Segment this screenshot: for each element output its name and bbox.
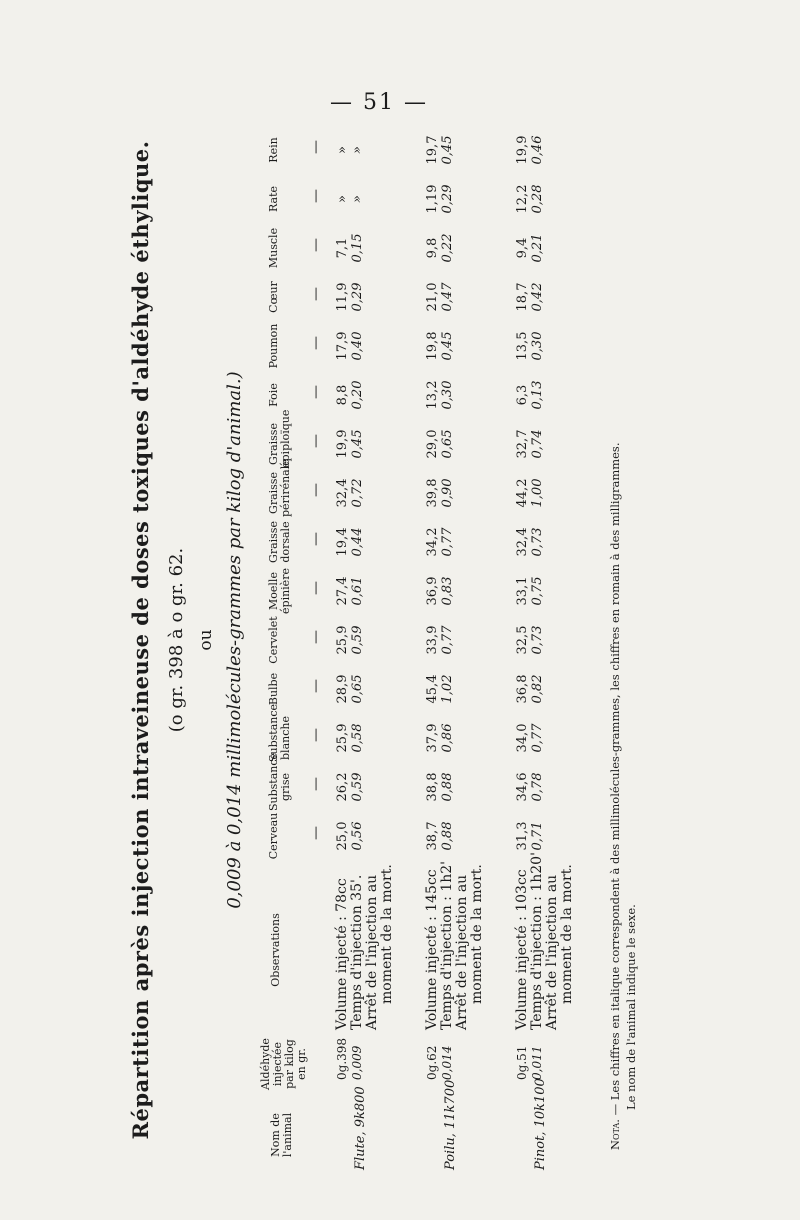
cell-millimolecules: 0,15 [350,233,365,263]
cell-milligrams: 19,8 [425,331,440,361]
table-cell [515,322,545,370]
cell-milligrams: 44,2 [515,478,530,508]
table-cell [515,714,545,762]
cell-millimolecules: 0,86 [440,723,455,753]
cell-milligrams: 25,9 [335,723,350,753]
cell-millimolecules: 0,65 [350,674,365,704]
table-cell [515,616,545,664]
table-cell [425,714,455,762]
observation-line: Temps d'injection 35'. [349,874,365,1030]
table-cell [335,665,365,713]
dose-line: 0,014 [440,1045,454,1080]
header-col-0: Cerveau [267,812,280,860]
table-cell [335,322,365,370]
table-cell [425,469,455,517]
table-cell [425,322,455,370]
cell-milligrams: 19,9 [335,429,350,459]
cell-milligrams: 36,8 [515,674,530,704]
header-col-2: Substance blanche [267,703,292,762]
cell-millimolecules: 0,30 [530,331,545,361]
row-dose [515,1046,545,1080]
cell-milligrams: 12,2 [515,184,530,214]
observation-line: Arrêt de l'injection au [454,874,470,1030]
table-cell [335,714,365,762]
table-cell [425,763,455,811]
table-cell [515,175,545,223]
header-dash: — [308,581,324,595]
table-cell [335,469,365,517]
cell-milligrams: 1,19 [425,184,440,214]
header-dash: — [308,630,324,644]
table-cell [515,763,545,811]
table-cell [425,665,455,713]
cell-milligrams: 34,2 [425,527,440,557]
cell-millimolecules: 0,30 [440,380,455,410]
cell-millimolecules: 0,65 [440,429,455,459]
table-cell [425,616,455,664]
cell-milligrams: 19,9 [515,135,530,165]
cell-millimolecules: 0,77 [530,723,545,753]
header-col-8: Graisse épiploïque [267,409,292,468]
table-subtitle-millimolecules: 0,009 à 0,014 millimolécules-grammes par kilog d'animal.) [224,371,245,909]
table-cell [515,518,545,566]
cell-milligrams: 37,9 [425,723,440,753]
cell-millimolecules: 1,02 [440,674,455,704]
cell-millimolecules: 0,45 [350,429,365,459]
cell-millimolecules: 0,77 [440,527,455,557]
cell-millimolecules: » [350,195,365,203]
row-dose [425,1046,455,1080]
cell-millimolecules: 0,72 [350,478,365,508]
cell-milligrams: 6,3 [515,384,530,406]
cell-milligrams: 32,4 [515,527,530,557]
table-cell [425,126,455,174]
cell-millimolecules: 0,21 [530,233,545,263]
table-cell [515,665,545,713]
table-cell [425,371,455,419]
cell-millimolecules: 0,13 [530,380,545,410]
cell-milligrams: 36,9 [425,576,440,606]
table-cell [515,371,545,419]
header-col-3: Bulbe [267,672,280,706]
table-cell [335,616,365,664]
cell-millimolecules: 0,83 [440,576,455,606]
header-observations: Observations [269,913,282,987]
row-animal: Flute, 9k800 [353,1086,368,1170]
or-separator: ou [196,629,216,651]
table-cell [335,371,365,419]
cell-millimolecules: 0,42 [530,282,545,312]
cell-millimolecules: 0,59 [350,772,365,802]
observation-line: moment de la mort. [559,864,575,1004]
table-cell [515,567,545,615]
table-cell [515,420,545,468]
cell-milligrams: 45,4 [425,674,440,704]
row-animal: Pinot, 10k100 [533,1078,548,1170]
cell-millimolecules: 0,58 [350,723,365,753]
header-col-5: Moelle épinière [267,568,292,614]
table-cell [515,273,545,321]
cell-milligrams: 33,9 [425,625,440,655]
nota-line-1 [608,443,622,1151]
rotated-table-page [120,110,680,1170]
cell-millimolecules: 0,61 [350,576,365,606]
header-dash: — [308,287,324,301]
cell-milligrams: 9,4 [515,237,530,259]
cell-millimolecules: 0,90 [440,478,455,508]
header-dash: — [308,434,324,448]
observation-line: Volume injecté : 103cc [514,869,530,1030]
cell-millimolecules: 0,44 [350,527,365,557]
cell-millimolecules: 0,74 [530,429,545,459]
header-dash: — [308,189,324,203]
row-animal: Poilu, 11k700 [443,1079,458,1170]
cell-milligrams: 9,8 [425,237,440,259]
cell-millimolecules: 1,00 [530,478,545,508]
cell-millimolecules: 0,29 [350,282,365,312]
page-number: — 51 — [330,90,428,115]
header-dash: — [308,777,324,791]
observation-line: Temps d'injection : 1h20' [529,852,545,1030]
cell-millimolecules: 0,73 [530,625,545,655]
cell-milligrams: 19,4 [335,527,350,557]
cell-milligrams: » [335,146,350,154]
cell-milligrams: 27,4 [335,576,350,606]
cell-millimolecules: 0,71 [530,821,545,851]
observation-line: Volume injecté : 78cc [334,878,350,1030]
header-dash: — [308,483,324,497]
header-dash: — [308,532,324,546]
table-cell [335,763,365,811]
table-cell [515,469,545,517]
cell-millimolecules: 0,75 [530,576,545,606]
cell-millimolecules: 0,77 [440,625,455,655]
observation-line: Temps d'injection : 1h2' [439,860,455,1030]
cell-millimolecules: 0,59 [350,625,365,655]
table-cell [425,175,455,223]
cell-millimolecules: 0,78 [530,772,545,802]
table-cell [335,273,365,321]
nota-line-2: Le nom de l'animal indique le sexe. [624,904,638,1110]
cell-milligrams: 34,6 [515,772,530,802]
table-cell [425,273,455,321]
table-subtitle: (o gr. 398 à o gr. 62. [166,547,187,733]
row-observations [515,852,575,1030]
cell-milligrams: 25,0 [335,821,350,851]
cell-milligrams: 18,7 [515,282,530,312]
table-cell [335,126,365,174]
table-cell [335,224,365,272]
dose-line: 0g.398 [335,1037,349,1080]
header-animal: Nom de l'animal [269,1112,294,1158]
cell-millimolecules: 0,88 [440,772,455,802]
cell-milligrams: 32,7 [515,429,530,459]
table-cell [425,567,455,615]
nota-text-1: — Les chiffres en italique correspondent à des millimolécules-grammes, les chiffres en romain à des milligrammes. [608,442,622,1116]
cell-millimolecules: 0,40 [350,331,365,361]
cell-millimolecules: 0,56 [350,821,365,851]
cell-millimolecules: 0,47 [440,282,455,312]
table-cell [515,224,545,272]
dose-line: 0g.62 [425,1045,439,1080]
cell-millimolecules: 0,73 [530,527,545,557]
header-col-4: Cervelet [267,616,280,664]
dose-line: 0,009 [350,1045,364,1080]
header-dash: — [308,679,324,693]
row-observations [335,864,395,1030]
header-col-14: Rein [267,137,280,163]
table-cell [335,567,365,615]
table-cell [515,812,545,860]
observation-line: Arrêt de l'injection au [364,874,380,1030]
cell-millimolecules: 0,88 [440,821,455,851]
cell-milligrams: 21,0 [425,282,440,312]
header-col-7: Graisse périrénale [267,459,292,517]
row-dose [335,1038,365,1080]
header-dash: — [308,238,324,252]
cell-milligrams: 13,5 [515,331,530,361]
cell-millimolecules: 0,45 [440,135,455,165]
cell-milligrams: 28,9 [335,674,350,704]
cell-milligrams: 26,2 [335,772,350,802]
dose-line: 0,011 [530,1045,544,1080]
observation-line: moment de la mort. [379,864,395,1004]
observation-line: moment de la mort. [469,864,485,1004]
header-dash: — [308,385,324,399]
table-title: Répartition après injection intraveineuse de doses toxiques d'aldéhyde éthylique. [128,140,153,1140]
table-cell [515,126,545,174]
table-cell [425,224,455,272]
cell-milligrams: » [335,195,350,203]
cell-millimolecules: 0,22 [440,233,455,263]
cell-millimolecules: 0,45 [440,331,455,361]
header-dash: — [308,336,324,350]
table-cell [335,518,365,566]
cell-milligrams: 34,0 [515,723,530,753]
cell-milligrams: 33,1 [515,576,530,606]
nota-label: Nota. [608,1119,622,1150]
cell-milligrams: 8,8 [335,384,350,406]
cell-milligrams: 32,5 [515,625,530,655]
table-cell [425,518,455,566]
cell-millimolecules: 0,29 [440,184,455,214]
header-aldehyde: Aldéhyde injectée par kilog en gr. [259,1038,308,1090]
header-dash: — [308,140,324,154]
cell-millimolecules: 0,20 [350,380,365,410]
header-col-6: Graisse dorsale [267,521,292,563]
header-col-1: Substance grise [267,752,292,811]
row-observations [425,861,485,1030]
table-cell [335,420,365,468]
cell-milligrams: 38,7 [425,821,440,851]
cell-milligrams: 17,9 [335,331,350,361]
header-col-11: Cœur [267,281,280,313]
cell-millimolecules: » [350,146,365,154]
cell-millimolecules: 0,28 [530,184,545,214]
cell-milligrams: 31,3 [515,821,530,851]
table-cell [335,812,365,860]
dose-line: 0g.51 [515,1045,529,1080]
table-cell [425,420,455,468]
cell-milligrams: 39,8 [425,478,440,508]
cell-milligrams: 38,8 [425,772,440,802]
header-col-9: Foie [267,383,280,407]
header-dash: — [308,826,324,840]
header-col-10: Poumon [267,323,280,369]
cell-milligrams: 29,0 [425,429,440,459]
cell-milligrams: 19,7 [425,135,440,165]
cell-milligrams: 32,4 [335,478,350,508]
observation-line: Arrêt de l'injection au [544,874,560,1030]
cell-milligrams: 7,1 [335,237,350,259]
cell-millimolecules: 0,46 [530,135,545,165]
cell-millimolecules: 0,82 [530,674,545,704]
header-col-13: Rate [267,185,280,213]
table-cell [335,175,365,223]
cell-milligrams: 11,9 [335,282,350,312]
cell-milligrams: 25,9 [335,625,350,655]
table-cell [425,812,455,860]
cell-milligrams: 13,2 [425,380,440,410]
header-dash: — [308,728,324,742]
header-col-12: Muscle [267,227,280,269]
observation-line: Volume injecté : 145cc [424,869,440,1030]
